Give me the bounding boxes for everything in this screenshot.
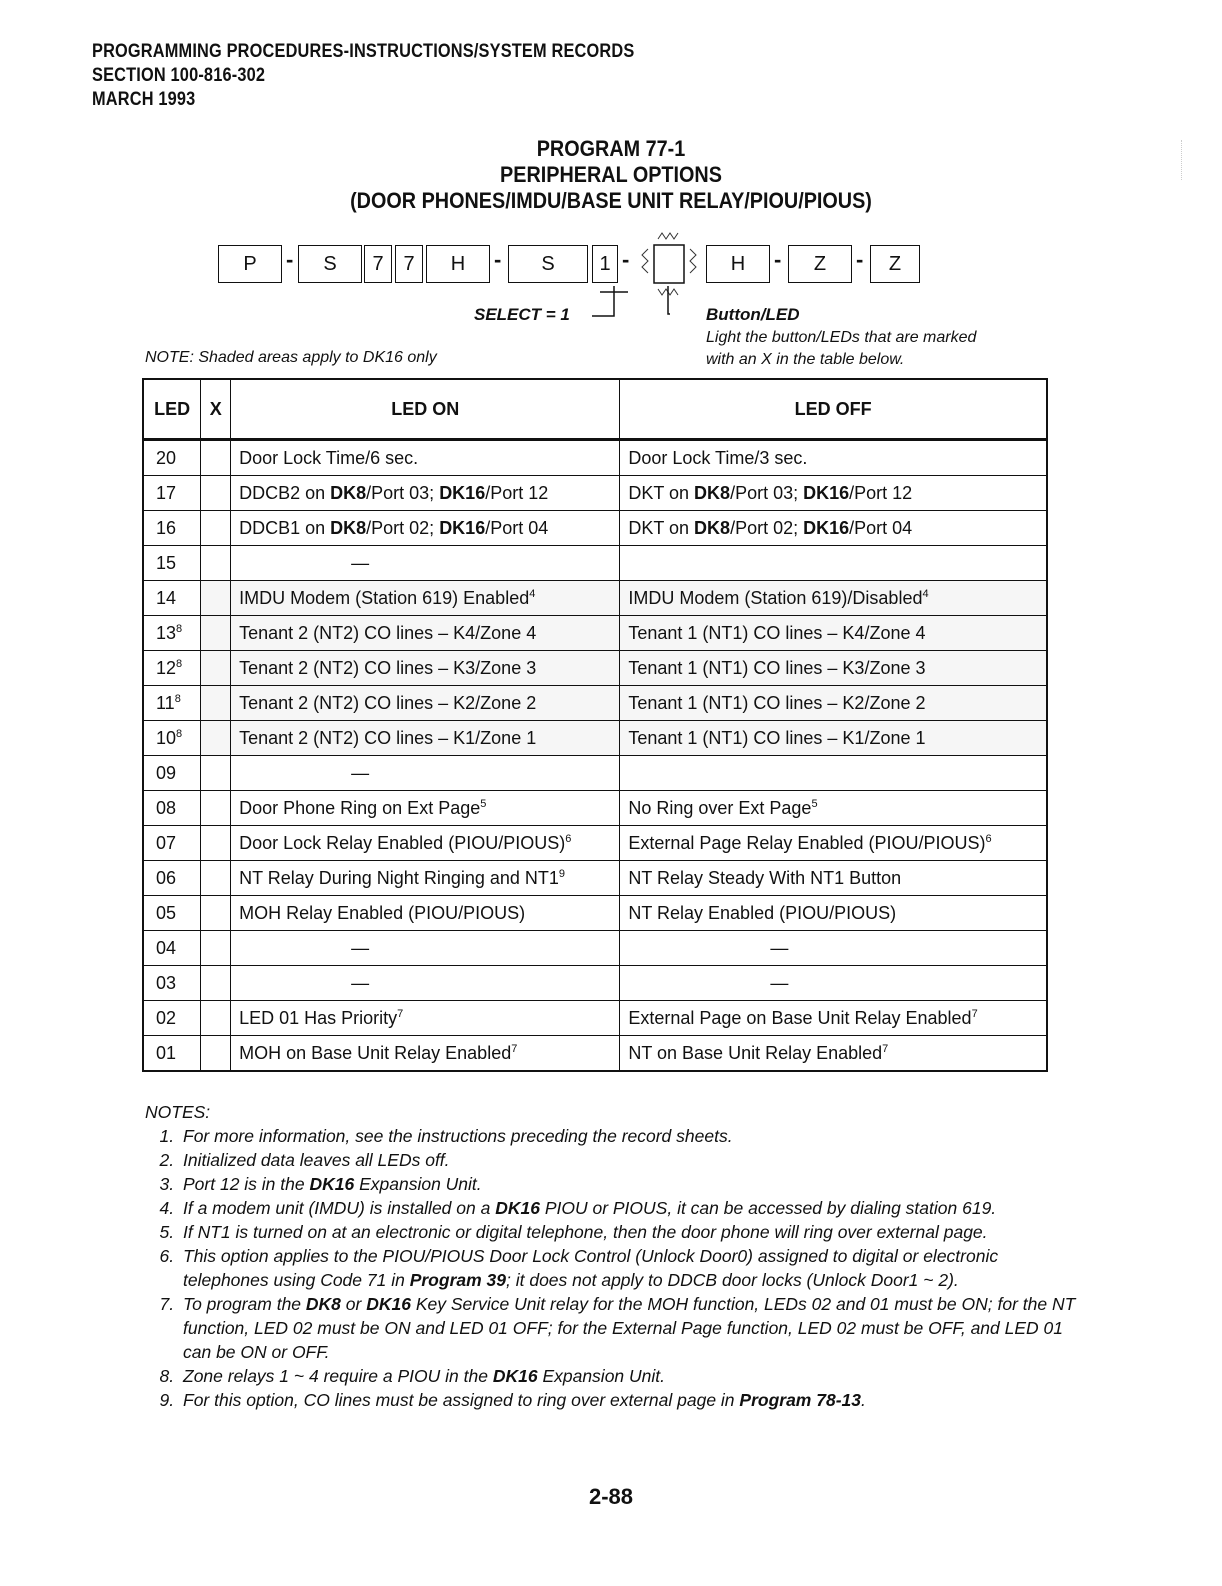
x-mark-cell[interactable]	[201, 861, 231, 896]
button-led-label: Button/LED	[706, 305, 800, 324]
note-8: 8. Zone relays 1 ~ 4 require a PIOU in the DK16 Expansion Unit.	[179, 1364, 1085, 1388]
led-number: 07	[143, 826, 201, 861]
header-line-1: PROGRAMMING PROCEDURES-INSTRUCTIONS/SYSTEM RECORDS	[92, 41, 635, 62]
led-number: 09	[143, 756, 201, 791]
header-led-on: LED ON	[231, 379, 620, 440]
key-z2: Z	[870, 245, 920, 283]
document-header	[92, 40, 634, 112]
table-header-row	[143, 379, 1047, 440]
led-off-text: DKT on DK8/Port 02; DK16/Port 04	[620, 511, 1047, 546]
x-mark-cell[interactable]	[201, 581, 231, 616]
key-s: S	[298, 245, 362, 283]
led-on-text: —	[231, 931, 620, 966]
led-off-text: Door Lock Time/3 sec.	[620, 440, 1047, 476]
note-5: 5. If NT1 is turned on at an electronic or digital telephone, then the door phone will ring over external page.	[179, 1220, 1085, 1244]
led-number: 14	[143, 581, 201, 616]
table-row	[143, 861, 1047, 896]
key-p: P	[218, 245, 282, 283]
led-on-text: LED 01 Has Priority$^7$	[231, 1001, 620, 1036]
x-mark-cell[interactable]	[201, 1036, 231, 1072]
header-line-3: MARCH 1993	[92, 89, 196, 110]
select-label: SELECT = 1	[474, 305, 570, 324]
led-number: 01	[143, 1036, 201, 1072]
led-off-text: NT Relay Enabled (PIOU/PIOUS)	[620, 896, 1047, 931]
led-number: 16	[143, 511, 201, 546]
table-row	[143, 546, 1047, 581]
led-off-text: NT on Base Unit Relay Enabled$^7$	[620, 1036, 1047, 1072]
key-7a: 7	[364, 245, 392, 283]
table-row	[143, 791, 1047, 826]
led-on-text: MOH Relay Enabled (PIOU/PIOUS)	[231, 896, 620, 931]
led-off-text: Tenant 1 (NT1) CO lines – K2/Zone 2	[620, 686, 1047, 721]
led-off-text: Tenant 1 (NT1) CO lines – K4/Zone 4	[620, 616, 1047, 651]
led-on-text: Tenant 2 (NT2) CO lines – K2/Zone 2	[231, 686, 620, 721]
table-row	[143, 686, 1047, 721]
title-line-1: PROGRAM 77-1	[536, 136, 686, 161]
led-on-text: Tenant 2 (NT2) CO lines – K1/Zone 1	[231, 721, 620, 756]
table-row	[143, 721, 1047, 756]
led-off-text: —	[620, 966, 1047, 1001]
led-number: 06	[143, 861, 201, 896]
light-note-line-1: Light the button/LEDs that are marked	[706, 329, 977, 346]
led-options-table	[142, 378, 1048, 1072]
header-x: X	[201, 379, 231, 440]
x-mark-cell[interactable]	[201, 826, 231, 861]
led-off-text: No Ring over Ext Page$^5$	[620, 791, 1047, 826]
led-on-text: NT Relay During Night Ringing and $NT1^9$	[231, 861, 620, 896]
table-row	[143, 476, 1047, 511]
led-number: 20	[143, 440, 201, 476]
title-line-2: PERIPHERAL OPTIONS	[500, 162, 722, 187]
header-line-2: SECTION 100-816-302	[92, 65, 266, 86]
notes-heading: NOTES:	[145, 1102, 211, 1122]
x-mark-cell[interactable]	[201, 476, 231, 511]
x-mark-cell[interactable]	[201, 651, 231, 686]
led-number: $10^8$	[143, 721, 201, 756]
led-number: 08	[143, 791, 201, 826]
led-number: $13^8$	[143, 616, 201, 651]
note-7: 7. To program the DK8 or DK16 Key Service Unit relay for the MOH function, LEDs 02 and 01 must be ON; for the NT function, LED 02 must be ON and LED 01 OFF; for the External Page function, LED 02 must be OFF, and LED 01 can be ON or OFF.	[179, 1292, 1085, 1364]
x-mark-cell[interactable]	[201, 440, 231, 476]
header-led-off: LED OFF	[620, 379, 1047, 440]
led-on-text: —	[231, 756, 620, 791]
led-number: 05	[143, 896, 201, 931]
seq-dash: -	[622, 247, 630, 272]
led-off-text: NT Relay Steady With NT1 Button	[620, 861, 1047, 896]
notes-section	[145, 1100, 1085, 1412]
led-off-text: —	[620, 931, 1047, 966]
x-mark-cell[interactable]	[201, 546, 231, 581]
table-row	[143, 581, 1047, 616]
x-mark-cell[interactable]	[201, 896, 231, 931]
x-mark-cell[interactable]	[201, 966, 231, 1001]
note-9: 9. For this option, CO lines must be assigned to ring over external page in Program 78-13.	[179, 1388, 1085, 1412]
table-row	[143, 511, 1047, 546]
led-number: 17	[143, 476, 201, 511]
led-on-text: MOH on Base Unit Relay Enabled$^7$	[231, 1036, 620, 1072]
led-number: 04	[143, 931, 201, 966]
key-z1: Z	[788, 245, 852, 283]
key-s2: S	[508, 245, 588, 283]
led-number: $12^8$	[143, 651, 201, 686]
x-mark-cell[interactable]	[201, 791, 231, 826]
note-2: 2. Initialized data leaves all LEDs off.	[179, 1148, 1085, 1172]
header-led: LED	[143, 379, 201, 440]
led-on-text: DDCB2 on DK8/Port 03; DK16/Port 12	[231, 476, 620, 511]
led-on-text: —	[231, 546, 620, 581]
table-row	[143, 896, 1047, 931]
key-1: 1	[592, 245, 618, 283]
note-4: 4. If a modem unit (IMDU) is installed on a DK16 PIOU or PIOUS, it can be accessed by dialing station 619.	[179, 1196, 1085, 1220]
table-row	[143, 616, 1047, 651]
light-note	[706, 327, 976, 371]
note-1: 1. For more information, see the instructions preceding the record sheets.	[179, 1124, 1085, 1148]
led-off-text: Tenant 1 (NT1) CO lines – K3/Zone 3	[620, 651, 1047, 686]
x-mark-cell[interactable]	[201, 686, 231, 721]
key-h2: H	[706, 245, 770, 283]
x-mark-cell[interactable]	[201, 1001, 231, 1036]
seq-dash: -	[774, 247, 782, 272]
led-off-text: External Page Relay Enabled (PIOU/PIOUS)$^6$	[620, 826, 1047, 861]
led-on-text: Tenant 2 (NT2) CO lines – K4/Zone 4	[231, 616, 620, 651]
table-body	[143, 440, 1047, 1072]
seq-dash: -	[286, 247, 294, 272]
led-on-text: Door Lock Time/6 sec.	[231, 440, 620, 476]
x-mark-cell[interactable]	[201, 511, 231, 546]
light-note-line-2: with an X in the table below.	[706, 351, 905, 368]
led-on-text: —	[231, 966, 620, 1001]
x-mark-cell[interactable]	[201, 721, 231, 756]
table-row	[143, 966, 1047, 1001]
led-off-text	[620, 546, 1047, 581]
table-row	[143, 1036, 1047, 1072]
shaded-areas-note: NOTE: Shaded areas apply to DK16 only	[145, 349, 437, 366]
x-mark-cell[interactable]	[201, 756, 231, 791]
page-number: 2-88	[588, 1484, 634, 1509]
key-h: H	[426, 245, 490, 283]
led-on-text: Door Phone Ring on Ext Page$^5$	[231, 791, 620, 826]
program-title	[0, 136, 1222, 214]
title-line-3: (DOOR PHONES/IMDU/BASE UNIT RELAY/PIOU/PIOUS)	[350, 188, 872, 213]
led-number: 03	[143, 966, 201, 1001]
note-3: 3. Port 12 is in the DK16 Expansion Unit.	[179, 1172, 1085, 1196]
table-row	[143, 756, 1047, 791]
pointer-lines	[590, 286, 670, 326]
table-row	[143, 1001, 1047, 1036]
table-row	[143, 440, 1047, 476]
led-number: 02	[143, 1001, 201, 1036]
led-on-text: Tenant 2 (NT2) CO lines – K3/Zone 3	[231, 651, 620, 686]
table-row	[143, 826, 1047, 861]
x-mark-cell[interactable]	[201, 616, 231, 651]
key-7b: 7	[395, 245, 423, 283]
led-off-text	[620, 756, 1047, 791]
led-off-text: Tenant 1 (NT1) CO lines – K1/Zone 1	[620, 721, 1047, 756]
led-on-text: IMDU Modem (Station 619) Enabled$^4$	[231, 581, 620, 616]
table-row	[143, 931, 1047, 966]
led-number: 15	[143, 546, 201, 581]
scan-mark	[1163, 140, 1182, 180]
led-off-text: DKT on DK8/Port 03; DK16/Port 12	[620, 476, 1047, 511]
led-off-text: External Page on Base Unit Relay Enabled$^7$	[620, 1001, 1047, 1036]
led-off-text: IMDU Modem (Station 619)/Disabled$^4$	[620, 581, 1047, 616]
seq-dash: -	[494, 247, 502, 272]
led-on-text: DDCB1 on DK8/Port 02; DK16/Port 04	[231, 511, 620, 546]
x-mark-cell[interactable]	[201, 931, 231, 966]
table-row	[143, 651, 1047, 686]
led-number: $11^8$	[143, 686, 201, 721]
note-6: 6. This option applies to the PIOU/PIOUS Door Lock Control (Unlock Door0) assigned to digital or electronic telephones using Code 71 in Program 39; it does not apply to DDCB door locks (Unlock Door1 ~ 2).	[179, 1244, 1085, 1292]
led-on-text: Door Lock Relay Enabled (PIOU/PIOUS)$^6$	[231, 826, 620, 861]
seq-dash: -	[856, 247, 864, 272]
